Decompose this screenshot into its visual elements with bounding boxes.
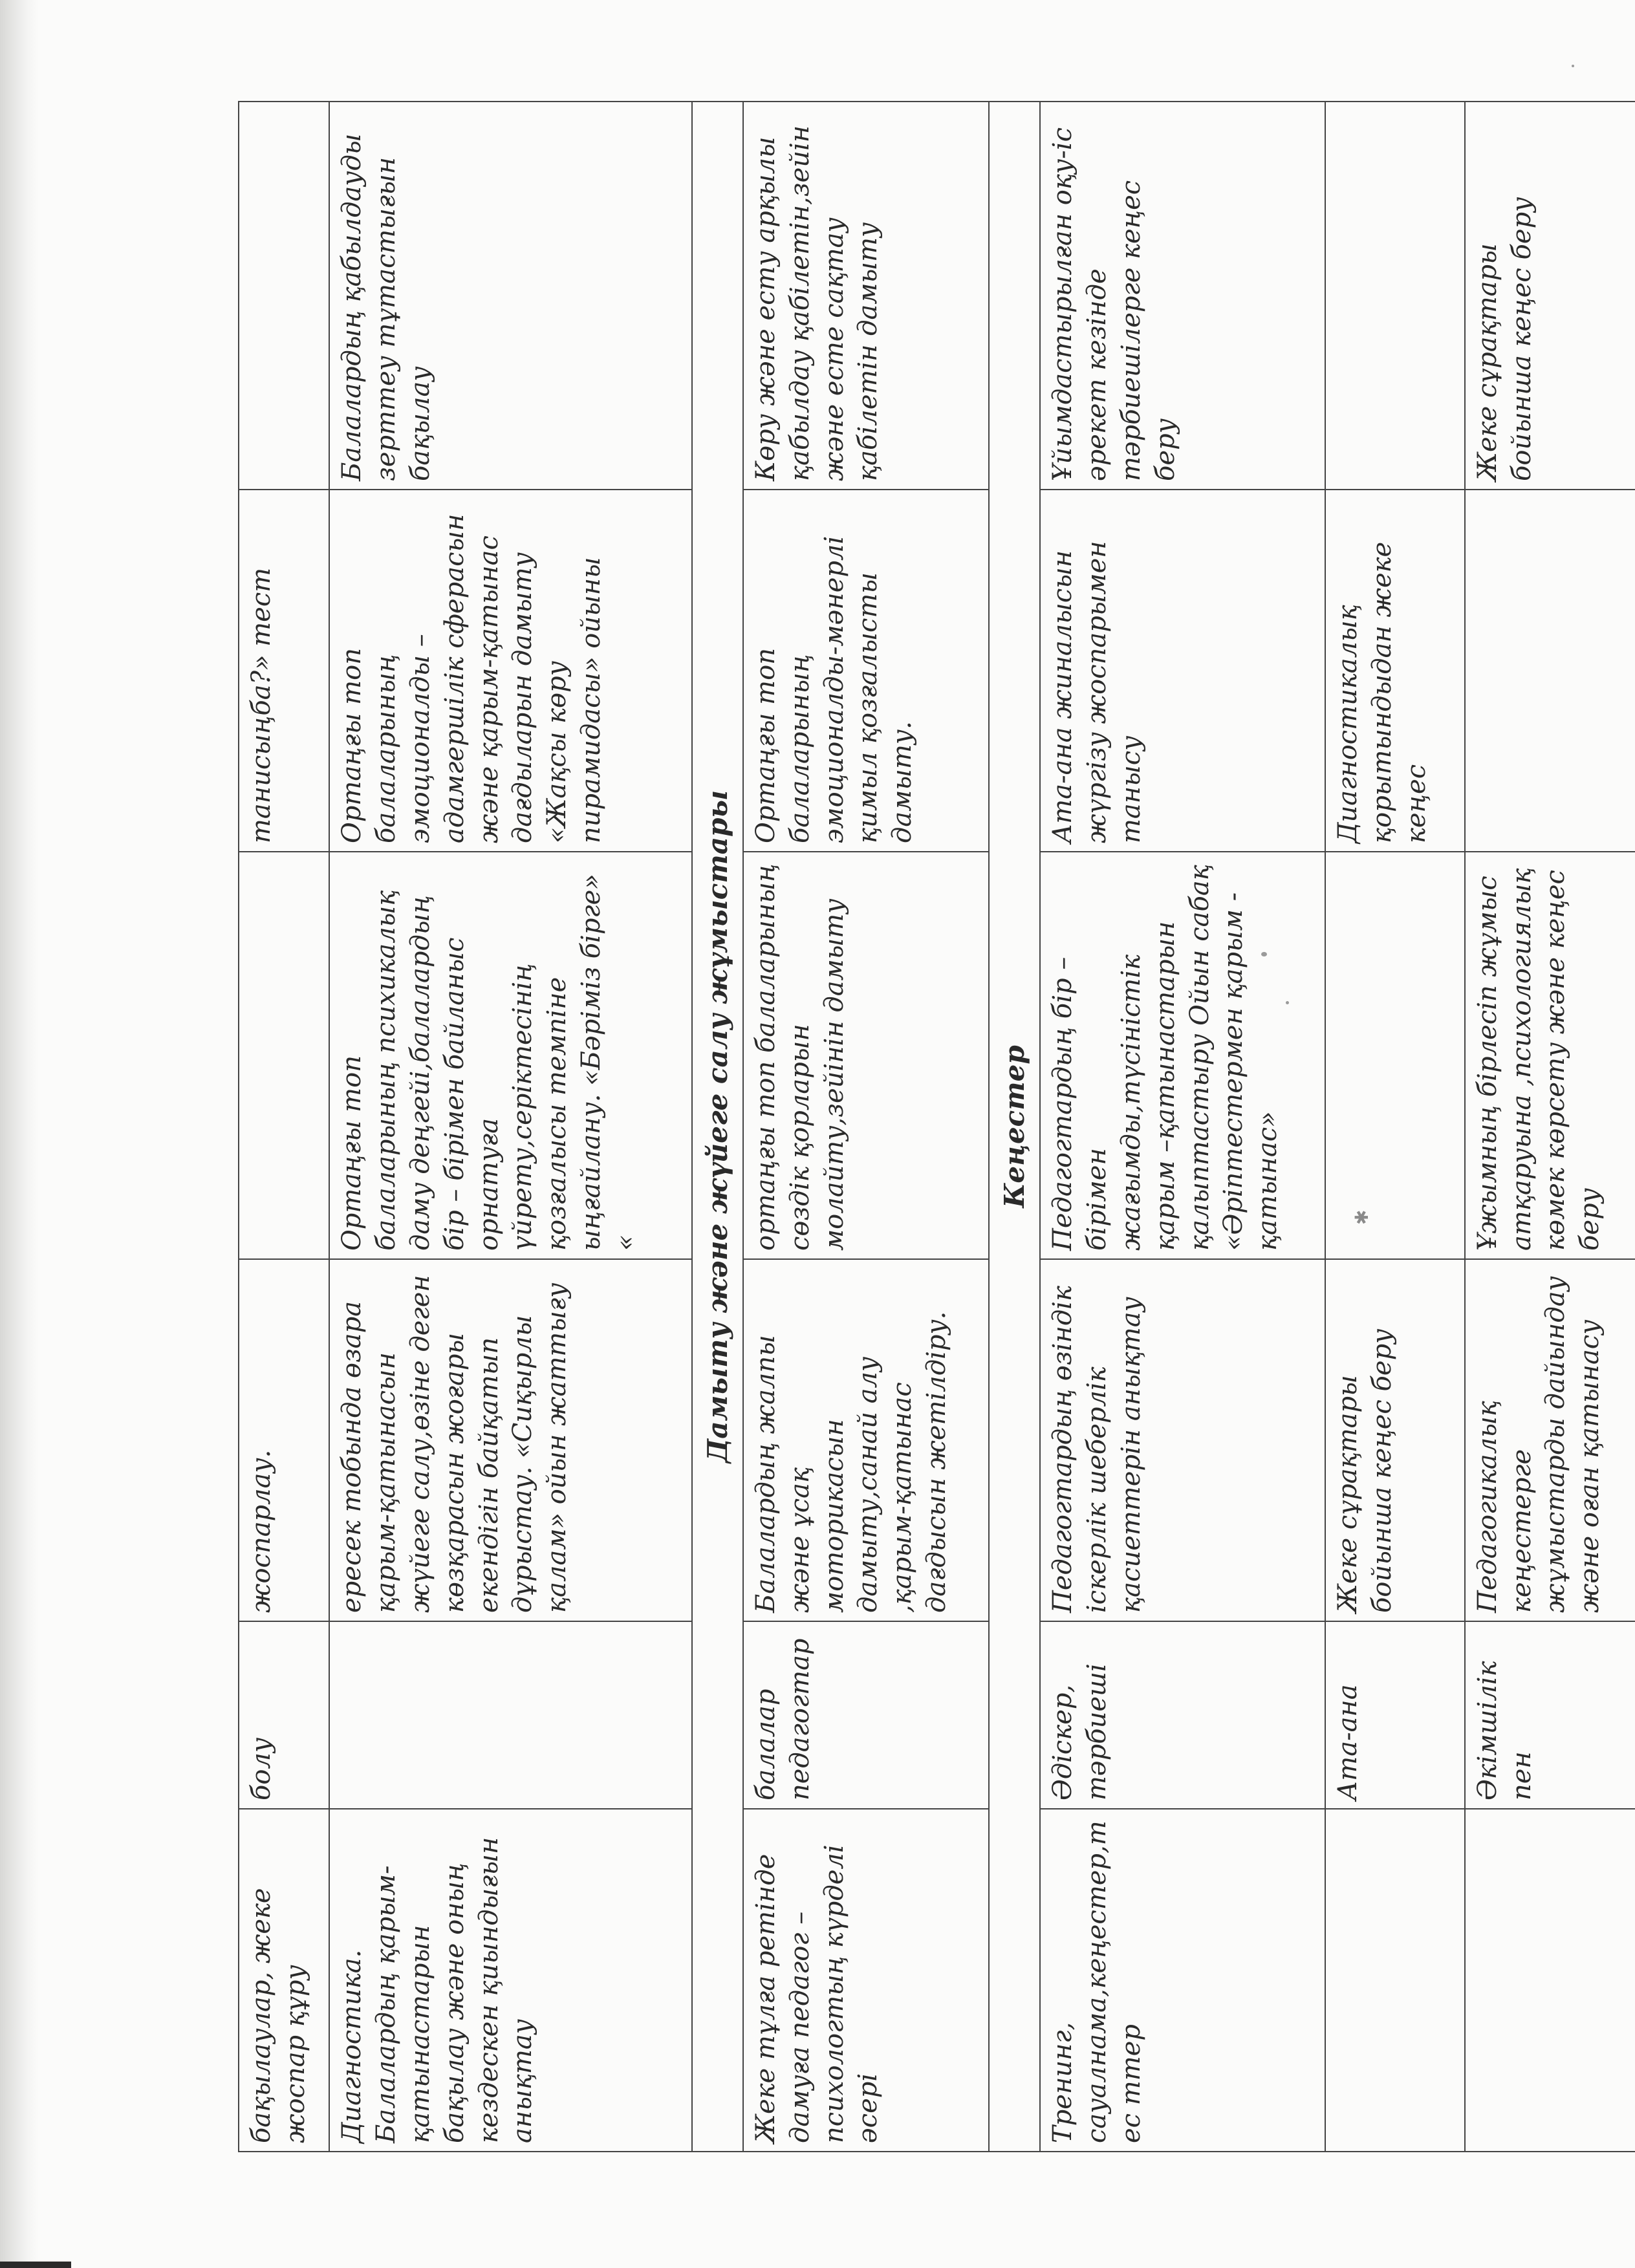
table-cell: ересек тобында өзара қарым-қатынасын жүйеге салу,өзіне деген көзқарасын жоғары екендігін байқатып дұрыстау. «Сиқырлы қалам» ойын жаттығу: [329, 1259, 692, 1621]
table-cell: [1465, 490, 1635, 852]
table-cell: [239, 852, 329, 1259]
table-cell: Жеке сұрақтары бойынша кеңес беру: [1325, 1259, 1465, 1621]
table-cell: Ұжымның бірлесіп жұмыс атқаруына ,психологиялық көмек көрсету және кеңес беру: [1465, 852, 1635, 1259]
table-section-row: [989, 102, 1040, 2152]
table-cell: балалар педагогтар: [743, 1621, 990, 1809]
table-cell: Ортаңғы топ балаларының психикалық даму деңгейі,балалардың бір – бірімен байланыс орнатуға үйрету,серіктесінің қозғалысы темпіне ыңғайлану. «Бәріміз бірге» «: [329, 852, 692, 1259]
table-cell: Жеке сұрақтары бойынша кеңес беру: [1465, 102, 1635, 490]
table-cell: танисыңба?» тест: [239, 490, 329, 852]
table-cell: Көру және есту арқылы қабылдау қабілетін,зейін және есте сақтау қабілетін дамыту: [743, 102, 990, 490]
table-cell: ортаңғы топ балаларының сөздік қорларын молайту,зейінін дамыту: [743, 852, 990, 1259]
table-cell: болу: [239, 1621, 329, 1809]
scan-edge-shadow: [0, 0, 39, 2268]
table-cell: [1325, 1809, 1465, 2152]
table-cell: Ата-ана жиналысын жүргізу жоспарымен танысу: [1040, 490, 1325, 852]
table-cell: Диагностикалық қорытындыдан жеке кеңес: [1325, 490, 1465, 852]
table-cell: Ортаңғы топ балаларының эмоционалды – адамгершілік сферасын және қарым-қатынас дағдыларын дамыту «Жақсы көру пирамидасы» ойыны: [329, 490, 692, 852]
plan-table: [238, 101, 1635, 2152]
table-cell: Ұйымдастырылған оқу-іс әрекет кезінде тәрбиешілерге кеңес беру: [1040, 102, 1325, 490]
table-cell: Педагогтардың өзіндік іскерлік шеберлік қасиеттерін анықтау: [1040, 1259, 1325, 1621]
table-cell: Диагностика. Балалардың қарым-қатынастарын бақылау және оның кездескен қиындығын анықтау: [329, 1809, 692, 2152]
table-cell: Әдіскер, тәрбиеші: [1040, 1621, 1325, 1809]
table-cell: [1325, 852, 1465, 1259]
table-cell: Жеке тұлға ретінде дамуға педагог – психологтың күрделі әсері: [743, 1809, 990, 2152]
ink-smudge: ✱: [1350, 1209, 1372, 1225]
table-row: [239, 102, 329, 2152]
table-cell: бақылаулар, жеке жоспар құру: [239, 1809, 329, 2152]
table-row: [743, 102, 990, 2152]
table-cell: [1465, 1809, 1635, 2152]
table-cell: Педагогтардың бір – бірімен жағымды,түсіністік қарым –қатынастарын қалыптастыру Ойын сабақ «Әріптестермен қарым - қатынас»: [1040, 852, 1325, 1259]
table-cell: Балалардың жалпы және ұсақ моторикасын дамыту,санай алу ,қарым-қатынас дағдысын жетілдіру.: [743, 1259, 990, 1621]
table-row: [1040, 102, 1325, 2152]
table-row: [1465, 102, 1635, 2152]
table-cell: [329, 1621, 692, 1809]
table-cell: [239, 102, 329, 490]
table-cell: Тренинг, сауалнама,кеңестер,тес ттер: [1040, 1809, 1325, 2152]
table-row: [1325, 102, 1465, 2152]
scan-speck: [1572, 65, 1574, 67]
table-cell: Педагогикалық кеңестерге жұмыстарды дайындау және оған қатынасу: [1465, 1259, 1635, 1621]
table-section-row: [692, 102, 743, 2152]
table-cell: [1325, 102, 1465, 490]
table-cell: Балалардың қабылдауды зерттеу тұтастығын бақылау: [329, 102, 692, 490]
table-cell: Әкімшілік пен: [1465, 1621, 1635, 1809]
scan-bottom-mark: [0, 2262, 71, 2268]
table-row: [329, 102, 692, 2152]
table-cell: Ата-ана: [1325, 1621, 1465, 1809]
table-cell: жоспарлау.: [239, 1259, 329, 1621]
section-heading-advice: Кеңестер: [989, 102, 1040, 2152]
section-heading-development: Дамыту және жүйеге салу жұмыстары: [692, 102, 743, 2152]
table-cell: Ортаңғы топ балаларының эмоционалды-мәнерлі қимыл қозғалысты дамыту.: [743, 490, 990, 852]
